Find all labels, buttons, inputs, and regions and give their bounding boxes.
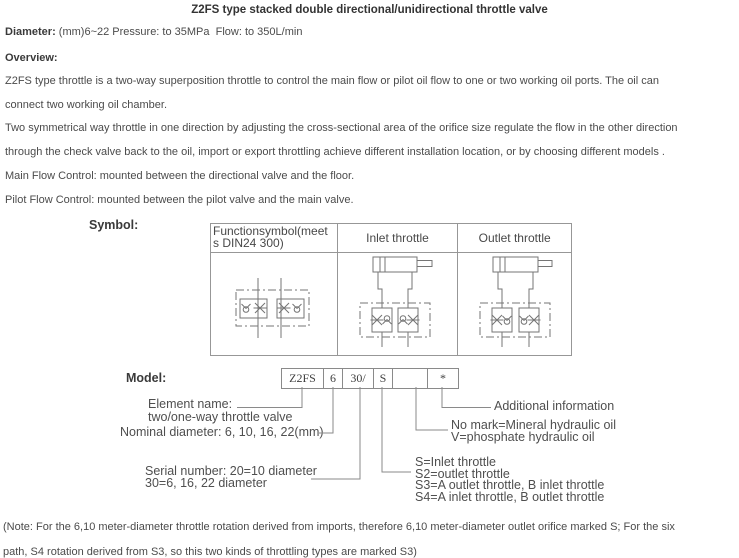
- label-line: Nominal diameter: 6, 10, 16, 22(mm): [120, 425, 324, 439]
- label-additional-information: [494, 401, 614, 413]
- label-oil-type: [451, 420, 616, 443]
- function-symbol-cell: [211, 253, 338, 355]
- overview-line: through the check valve back to the oil, import or export throttling achieve different installation location, or by choosing different models .: [5, 146, 665, 159]
- label-line: S2=outlet throttle: [415, 466, 510, 481]
- symbol-col-inlet-header: Inlet throttle: [338, 224, 459, 252]
- label-line: S4=A inlet throttle, B outlet throttle: [415, 489, 605, 504]
- label-line: V=phosphate hydraulic oil: [451, 429, 595, 444]
- model-code-boxes: [281, 368, 459, 389]
- label-throttle-options: [415, 457, 604, 503]
- symbol-table-body-row: [211, 253, 571, 355]
- outlet-throttle-cell: [458, 253, 571, 355]
- spec-line: [5, 26, 302, 38]
- overview-line: Pilot Flow Control: mounted between the pilot valve and the main valve.: [5, 193, 354, 206]
- label-line: Element name:: [148, 397, 233, 411]
- symbol-table-header-row: [211, 224, 571, 253]
- label-serial-number: [145, 466, 317, 489]
- function-header-line: s DIN24 300): [213, 236, 284, 250]
- note-line: path, S4 rotation derived from S3, so this two kinds of throttling types are marked S3): [3, 545, 417, 558]
- model-box-series: Z2FS: [282, 369, 324, 388]
- symbol-col-function-header: [211, 224, 338, 252]
- overview-line: Main Flow Control: mounted between the directional valve and the floor.: [5, 169, 355, 182]
- symbol-col-outlet-header: Outlet throttle: [478, 231, 551, 245]
- overview-text: [5, 70, 737, 212]
- label-line: two/one-way throttle valve: [148, 410, 293, 424]
- model-box-serial: 30/: [343, 369, 374, 388]
- spec-diameter-label: Diameter:: [5, 26, 56, 38]
- label-line: 30=6, 16, 22 diameter: [145, 475, 267, 490]
- model-box-additional: *: [440, 371, 446, 385]
- label-nominal-diameter: [120, 427, 324, 439]
- overview-line: Two symmetrical way throttle in one direction by adjusting the cross-sectional area of the orifice size regulate the flow in the other direction: [5, 122, 678, 135]
- label-line: Serial number: 20=10 diameter: [145, 464, 317, 478]
- label-line: S3=A outlet throttle, B inlet throttle: [415, 478, 605, 492]
- page-title: Z2FS type stacked double directional/unidirectional throttle valve: [191, 4, 548, 16]
- label-line: No mark=Mineral hydraulic oil: [451, 418, 616, 432]
- model-box-oil-type: [393, 369, 428, 388]
- model-box-diameter: 6: [324, 369, 343, 388]
- function-header-line: Functionsymbol(meet: [213, 224, 328, 238]
- model-heading: Model:: [126, 371, 167, 385]
- label-element-name: [148, 398, 293, 424]
- label-line: Additional information: [494, 399, 615, 413]
- overview-line: connect two working oil chamber.: [5, 98, 168, 111]
- inlet-throttle-cell: [338, 253, 459, 355]
- overview-heading: Overview:: [5, 52, 58, 64]
- bottom-note: [3, 515, 737, 558]
- symbol-heading: Symbol:: [89, 218, 139, 232]
- note-line: (Note: For the 6,10 meter-diameter throttle rotation derived from imports, therefore 6,10 meter-diameter outlet orifice marked S; For the six: [3, 521, 675, 533]
- spec-values: (mm)6~22 Pressure: to 35MPa Flow: to 350L/min: [55, 26, 303, 38]
- label-line: S=Inlet throttle: [415, 455, 496, 469]
- model-box-throttle-type: S: [374, 369, 393, 388]
- symbol-table: [210, 223, 572, 356]
- overview-line: Z2FS type throttle is a two-way superposition throttle to control the main flow or pilot oil flow to one or two working oil ports. The oil can: [5, 75, 659, 87]
